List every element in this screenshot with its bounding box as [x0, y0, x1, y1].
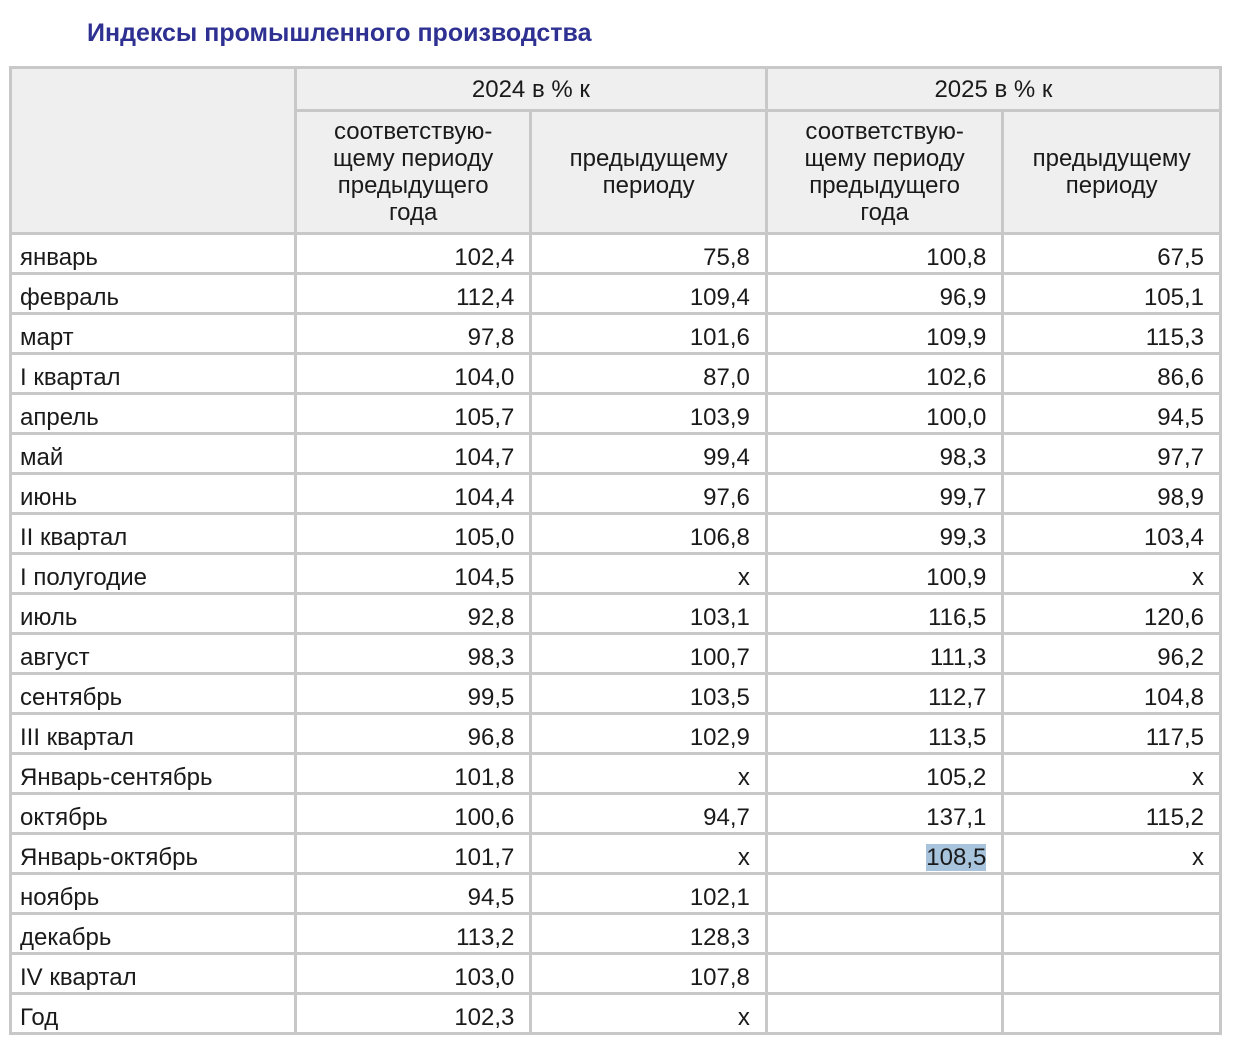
row-label: февраль — [11, 274, 296, 314]
value-2024-previous-period — [531, 994, 766, 1034]
value-2024-same-period — [295, 674, 530, 714]
value-2024-previous-period — [531, 914, 766, 954]
row-label: Год — [11, 994, 296, 1034]
value-2024-same-period — [295, 354, 530, 394]
value-2025-previous-period — [1003, 394, 1221, 434]
table-row — [11, 514, 1221, 554]
value-2024-previous-period — [531, 514, 766, 554]
value-2025-same-period — [766, 394, 1002, 434]
value-2024-same-period — [295, 874, 530, 914]
row-label: I квартал — [11, 354, 296, 394]
value-2025-same-period — [766, 634, 1002, 674]
subheader-2024-same-period: соответствую- щему периоду предыдущего года — [295, 111, 530, 234]
cell-value: 105,2 — [926, 764, 987, 791]
value-2025-previous-period — [1003, 234, 1221, 274]
cell-value: 99,3 — [939, 524, 987, 551]
value-2025-same-period — [766, 954, 1002, 994]
value-2025-previous-period — [1003, 354, 1221, 394]
cell-value: 112,7 — [928, 684, 987, 711]
value-2025-same-period — [766, 874, 1002, 914]
value-2024-same-period — [295, 994, 530, 1034]
value-2025-same-period — [766, 994, 1002, 1034]
cell-value: 94,5 — [467, 884, 515, 911]
value-2024-same-period — [295, 314, 530, 354]
value-2025-previous-period — [1003, 994, 1221, 1034]
value-2024-previous-period — [531, 874, 766, 914]
row-label: IV квартал — [11, 954, 296, 994]
page-title: Индексы промышленного производства — [87, 19, 592, 47]
cell-value: 103,5 — [689, 684, 750, 711]
value-2025-same-period — [766, 594, 1002, 634]
row-label: апрель — [11, 394, 296, 434]
value-2024-same-period — [295, 394, 530, 434]
value-2025-previous-period — [1003, 714, 1221, 754]
value-2025-same-period — [766, 474, 1002, 514]
cell-value: x — [737, 564, 750, 591]
value-2024-previous-period — [531, 714, 766, 754]
cell-value: 101,6 — [689, 324, 750, 351]
row-label: октябрь — [11, 794, 296, 834]
cell-value: 120,6 — [1143, 604, 1204, 631]
subheader-2025-same-period: соответствую- щему периоду предыдущего года — [766, 111, 1002, 234]
row-label: сентябрь — [11, 674, 296, 714]
cell-value: 97,8 — [467, 324, 515, 351]
year-header-2024: 2024 в % к — [295, 68, 766, 111]
cell-value: 104,5 — [454, 564, 515, 591]
value-2024-previous-period — [531, 954, 766, 994]
table-row — [11, 434, 1221, 474]
value-2024-same-period — [295, 514, 530, 554]
value-2025-same-period — [766, 554, 1002, 594]
cell-value: 99,5 — [467, 684, 515, 711]
year-header-row — [11, 68, 1221, 111]
row-label: июль — [11, 594, 296, 634]
value-2025-same-period — [766, 674, 1002, 714]
year-header-2025: 2025 в % к — [766, 68, 1220, 111]
cell-value: x — [737, 764, 750, 791]
cell-value: 99,4 — [703, 444, 750, 471]
value-2025-previous-period — [1003, 954, 1221, 994]
table-row — [11, 634, 1221, 674]
cell-value: 100,7 — [689, 644, 750, 671]
value-2025-previous-period — [1003, 434, 1221, 474]
row-label: январь — [11, 234, 296, 274]
value-2025-same-period — [766, 794, 1002, 834]
cropped-previous-line — [120, 0, 680, 2]
row-label: март — [11, 314, 296, 354]
cell-value: 103,1 — [689, 604, 750, 631]
value-2025-same-period — [766, 314, 1002, 354]
cell-value: 99,7 — [939, 484, 987, 511]
cell-value: 109,4 — [689, 284, 750, 311]
cell-value: 100,0 — [926, 404, 987, 431]
cell-value: 113,2 — [456, 924, 515, 951]
row-label: Январь-сентябрь — [11, 754, 296, 794]
value-2024-previous-period — [531, 794, 766, 834]
value-2025-same-period — [766, 834, 1002, 874]
value-2025-previous-period — [1003, 834, 1221, 874]
production-index-table — [9, 66, 1222, 1035]
value-2025-same-period — [766, 274, 1002, 314]
cell-value: 97,6 — [703, 484, 750, 511]
cell-value: 105,7 — [454, 404, 515, 431]
cell-value: 94,7 — [703, 804, 750, 831]
value-2025-previous-period — [1003, 674, 1221, 714]
value-2025-same-period — [766, 514, 1002, 554]
cell-value: 96,9 — [939, 284, 987, 311]
subheader-2024-previous-period: предыдущему периоду — [531, 111, 766, 234]
row-label: ноябрь — [11, 874, 296, 914]
cell-value: 105,1 — [1143, 284, 1204, 311]
row-label: август — [11, 634, 296, 674]
table-row — [11, 554, 1221, 594]
value-2025-previous-period — [1003, 874, 1221, 914]
value-2025-same-period — [766, 234, 1002, 274]
cell-value: 104,0 — [454, 364, 515, 391]
cell-value: 102,9 — [689, 724, 750, 751]
cell-value: 106,8 — [689, 524, 750, 551]
table-row — [11, 954, 1221, 994]
table-row — [11, 354, 1221, 394]
value-2024-same-period — [295, 914, 530, 954]
value-2024-previous-period — [531, 674, 766, 714]
value-2025-previous-period — [1003, 754, 1221, 794]
value-2024-same-period — [295, 794, 530, 834]
cell-value: 109,9 — [926, 324, 987, 351]
cell-value: 100,9 — [926, 564, 987, 591]
table-row — [11, 234, 1221, 274]
value-2024-previous-period — [531, 594, 766, 634]
value-2025-previous-period — [1003, 314, 1221, 354]
value-2025-previous-period — [1003, 554, 1221, 594]
cell-value: 128,3 — [689, 924, 750, 951]
value-2024-previous-period — [531, 354, 766, 394]
value-2024-previous-period — [531, 474, 766, 514]
value-2025-previous-period — [1003, 914, 1221, 954]
cell-value: x — [737, 1004, 750, 1031]
cell-value: 103,0 — [454, 964, 515, 991]
value-2024-same-period — [295, 754, 530, 794]
value-2024-previous-period — [531, 634, 766, 674]
cell-value: 97,7 — [1157, 444, 1204, 471]
cell-value: 102,1 — [689, 884, 750, 911]
table-row — [11, 394, 1221, 434]
value-2025-previous-period — [1003, 514, 1221, 554]
table-row — [11, 674, 1221, 714]
cell-value: 137,1 — [926, 804, 987, 831]
cell-value: 92,8 — [467, 604, 515, 631]
value-2024-previous-period — [531, 274, 766, 314]
value-2024-previous-period — [531, 314, 766, 354]
cell-value: 101,7 — [454, 844, 515, 871]
value-2024-same-period — [295, 474, 530, 514]
value-2024-previous-period — [531, 754, 766, 794]
cell-value: 96,2 — [1157, 644, 1204, 671]
value-2024-same-period — [295, 554, 530, 594]
cell-value: 112,4 — [456, 284, 515, 311]
value-2024-previous-period — [531, 394, 766, 434]
value-2025-same-period — [766, 754, 1002, 794]
selected-cell-value: 108,5 — [926, 844, 987, 871]
cell-value: 115,2 — [1145, 804, 1204, 831]
cell-value: x — [1192, 844, 1204, 871]
value-2025-same-period — [766, 714, 1002, 754]
subheader-2025-previous-period: предыдущему периоду — [1003, 111, 1221, 234]
table-row — [11, 594, 1221, 634]
value-2025-previous-period — [1003, 634, 1221, 674]
value-2025-same-period — [766, 434, 1002, 474]
row-label: II квартал — [11, 514, 296, 554]
table-row — [11, 274, 1221, 314]
cell-value: 102,4 — [454, 244, 515, 271]
value-2024-same-period — [295, 594, 530, 634]
cell-value: 113,5 — [928, 724, 987, 751]
cell-value: 103,4 — [1143, 524, 1204, 551]
cell-value: 102,3 — [454, 1004, 515, 1031]
cell-value: 100,8 — [926, 244, 987, 271]
cell-value: 67,5 — [1157, 244, 1204, 271]
value-2025-previous-period — [1003, 594, 1221, 634]
table-row — [11, 754, 1221, 794]
value-2024-previous-period — [531, 834, 766, 874]
cell-value: 111,3 — [929, 644, 987, 671]
value-2025-same-period — [766, 914, 1002, 954]
cell-value: 87,0 — [703, 364, 750, 391]
table-row — [11, 714, 1221, 754]
corner-header — [11, 68, 296, 234]
cell-value: 116,5 — [928, 604, 987, 631]
cell-value: x — [1192, 764, 1204, 791]
cell-value: 102,6 — [926, 364, 987, 391]
value-2025-same-period — [766, 354, 1002, 394]
table-row — [11, 794, 1221, 834]
table-row — [11, 314, 1221, 354]
cell-value: x — [1192, 564, 1204, 591]
row-label: Январь-октябрь — [11, 834, 296, 874]
cell-value: 96,8 — [467, 724, 515, 751]
row-label: III квартал — [11, 714, 296, 754]
table-row — [11, 874, 1221, 914]
cell-value: 98,3 — [939, 444, 987, 471]
cell-value: 117,5 — [1145, 724, 1204, 751]
cell-value: 104,8 — [1143, 684, 1204, 711]
cell-value: 115,3 — [1145, 324, 1204, 351]
row-label: I полугодие — [11, 554, 296, 594]
table-row — [11, 994, 1221, 1034]
cell-value: 100,6 — [454, 804, 515, 831]
value-2024-same-period — [295, 634, 530, 674]
row-label: декабрь — [11, 914, 296, 954]
cell-value: 105,0 — [454, 524, 515, 551]
value-2025-previous-period — [1003, 794, 1221, 834]
table-row — [11, 914, 1221, 954]
row-label: май — [11, 434, 296, 474]
value-2024-same-period — [295, 274, 530, 314]
value-2025-previous-period — [1003, 474, 1221, 514]
cell-value: x — [737, 844, 750, 871]
value-2024-same-period — [295, 714, 530, 754]
table-row — [11, 834, 1221, 874]
cell-value: 98,9 — [1157, 484, 1204, 511]
table-row — [11, 474, 1221, 514]
value-2024-same-period — [295, 434, 530, 474]
cell-value: 104,4 — [454, 484, 515, 511]
value-2024-previous-period — [531, 554, 766, 594]
cell-value: 107,8 — [689, 964, 750, 991]
cell-value: 101,8 — [454, 764, 515, 791]
table-body — [11, 234, 1221, 1034]
cell-value: 104,7 — [454, 444, 515, 471]
cell-value: 86,6 — [1157, 364, 1204, 391]
cell-value: 103,9 — [689, 404, 750, 431]
cell-value: 75,8 — [703, 244, 750, 271]
row-label: июнь — [11, 474, 296, 514]
cell-value: 94,5 — [1157, 404, 1204, 431]
cell-value: 98,3 — [467, 644, 515, 671]
value-2025-previous-period — [1003, 274, 1221, 314]
value-2024-same-period — [295, 834, 530, 874]
value-2024-previous-period — [531, 234, 766, 274]
value-2024-same-period — [295, 954, 530, 994]
value-2024-previous-period — [531, 434, 766, 474]
value-2024-same-period — [295, 234, 530, 274]
